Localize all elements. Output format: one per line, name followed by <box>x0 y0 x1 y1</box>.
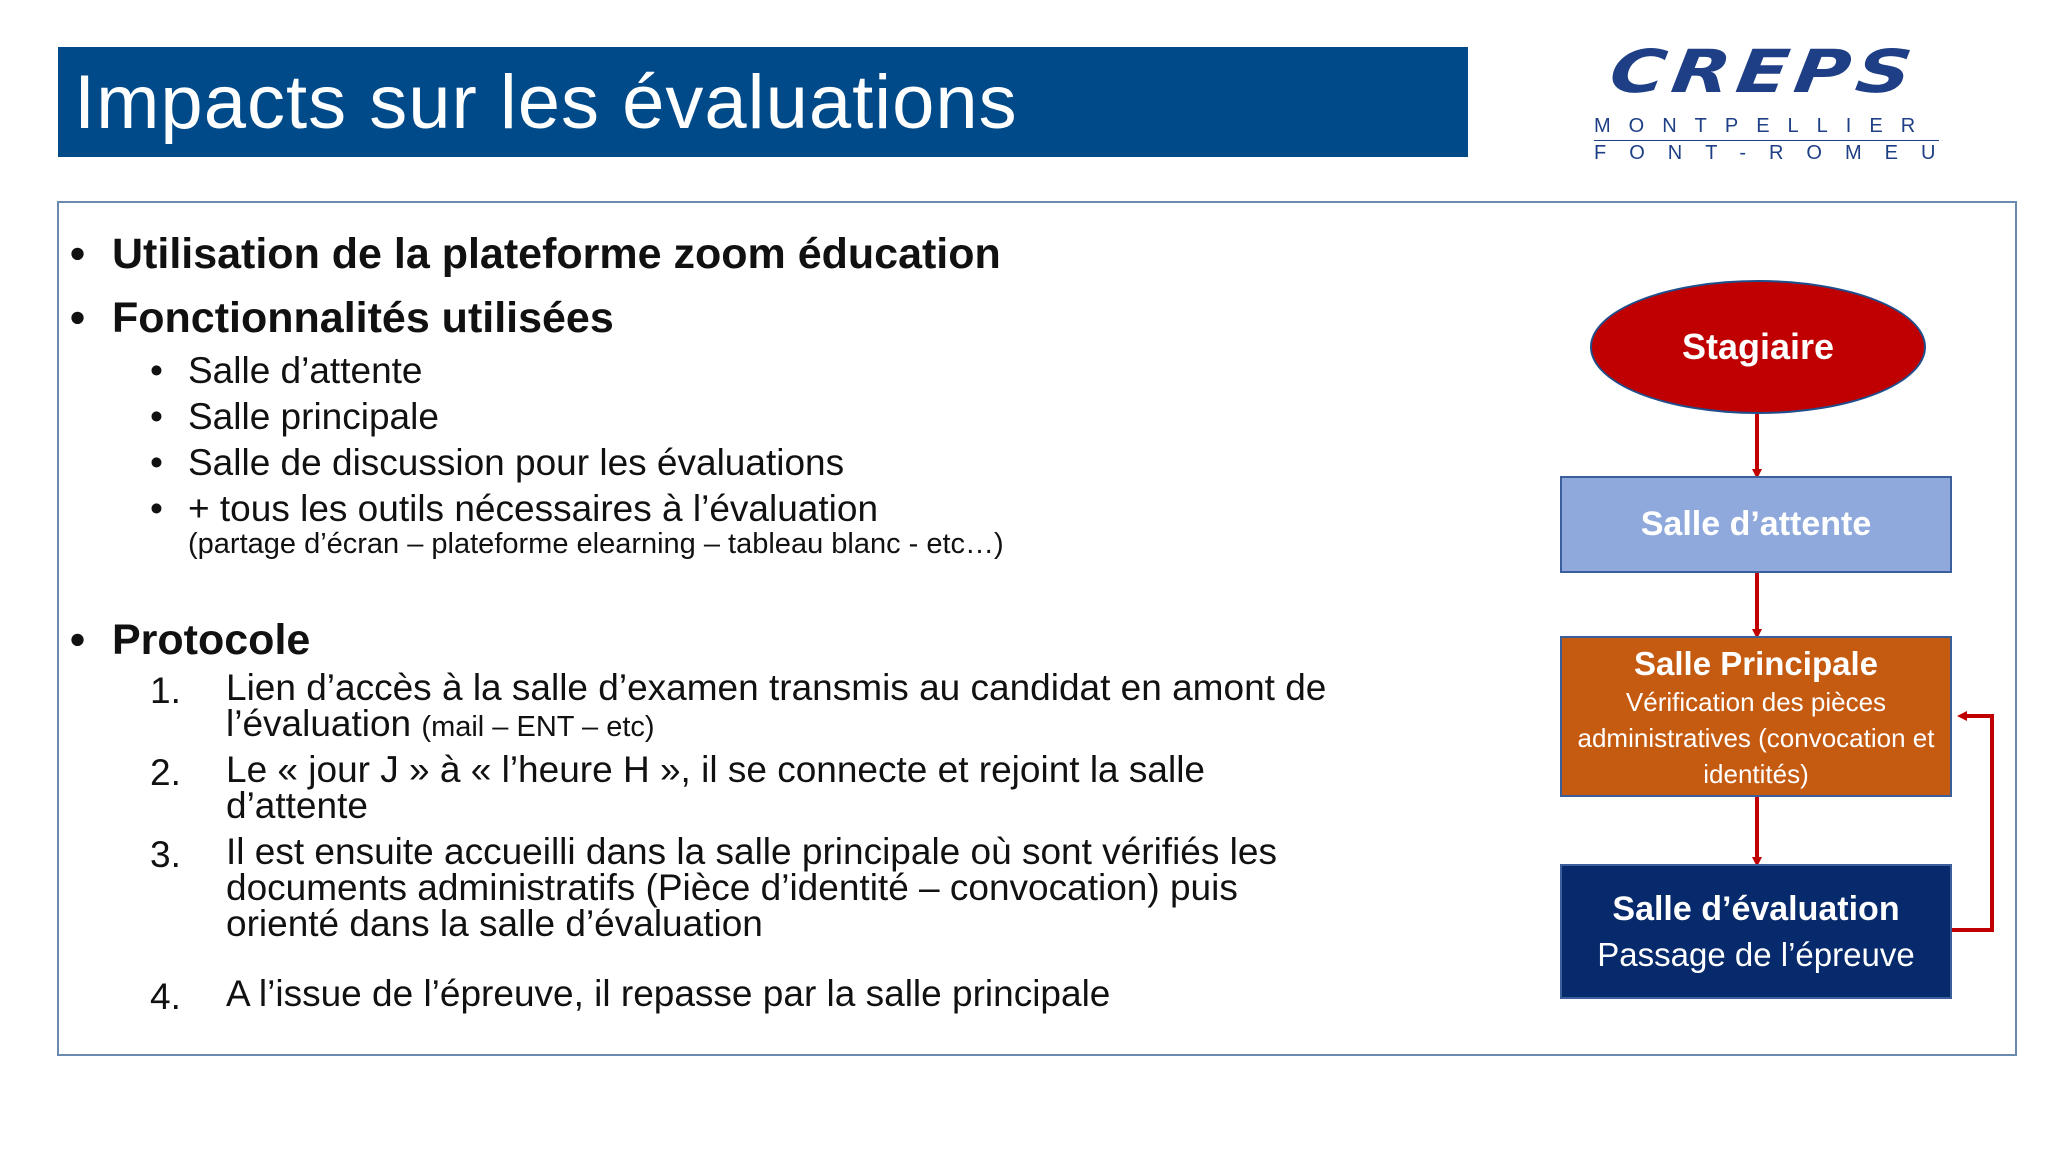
bullet-dot: • <box>150 442 163 483</box>
bullet-dot: • <box>70 616 86 664</box>
bullet-dot: • <box>150 350 163 391</box>
feature-item <box>150 488 878 530</box>
step-text: Lien d’accès à la salle d’examen transmis au candidat en amont de l’évaluation <box>226 667 1327 744</box>
bullet-dot: • <box>70 294 86 342</box>
bullet-dot: • <box>70 230 86 278</box>
slide-title-bar <box>58 47 1468 157</box>
step-number: 1. <box>150 670 181 711</box>
node-principale-title: Salle Principale <box>1634 645 1878 682</box>
bullet-dot: • <box>150 488 163 529</box>
logo-line-font-romeu: FONT-ROMEU <box>1594 142 1959 164</box>
logo-line-montpellier: MONTPELLIER <box>1594 115 1934 137</box>
logo-wordmark: CREPS <box>1605 36 1923 106</box>
step-text: Il est ensuite accueilli dans la salle principale où sont vérifiés les documents administratifs (Pièce d’identité – convocation) puis orienté dans la salle d’évaluation <box>226 831 1277 944</box>
feature-text: Salle principale <box>188 396 439 437</box>
node-stagiaire: Stagiaire <box>1590 280 1926 414</box>
node-salle-evaluation <box>1560 864 1952 999</box>
bullet-features <box>70 294 614 343</box>
bullet-protocol-text: Protocole <box>112 616 311 664</box>
feature-text: Salle de discussion pour les évaluations <box>188 442 845 483</box>
step-number: 2. <box>150 752 181 793</box>
bullet-dot: • <box>150 396 163 437</box>
feature-text: Salle d’attente <box>188 350 423 391</box>
step-text: A l’issue de l’épreuve, il repasse par la salle principale <box>226 973 1111 1014</box>
feature-item <box>150 396 439 438</box>
feature-text: + tous les outils nécessaires à l’évaluation <box>188 488 879 529</box>
step-number: 3. <box>150 834 181 875</box>
node-evaluation-desc: Passage de l’épreuve <box>1597 936 1915 973</box>
node-principale-desc: Vérification des pièces administratives (convocation et identités) <box>1577 687 1935 789</box>
node-evaluation-title: Salle d’évaluation <box>1612 890 1900 928</box>
node-salle-principale <box>1560 636 1952 797</box>
step-number: 4. <box>150 976 181 1017</box>
bullet-features-text: Fonctionnalités utilisées <box>112 294 614 342</box>
feature-item <box>150 442 844 484</box>
bullet-platform <box>70 230 1001 279</box>
bullet-protocol <box>70 616 310 665</box>
step-suffix: (mail – ENT – etc) <box>421 711 655 743</box>
feature-item <box>150 350 423 392</box>
features-note: (partage d’écran – plateforme elearning – tableau blanc - etc…) <box>188 528 1004 560</box>
bullet-platform-text: Utilisation de la plateforme zoom éducation <box>112 230 1001 278</box>
creps-logo <box>1582 36 1959 166</box>
step-text: Le « jour J » à « l’heure H », il se connecte et rejoint la salle d’attente <box>226 749 1206 826</box>
node-salle-attente: Salle d’attente <box>1560 476 1952 573</box>
slide-title: Impacts sur les évaluations <box>74 59 1018 145</box>
